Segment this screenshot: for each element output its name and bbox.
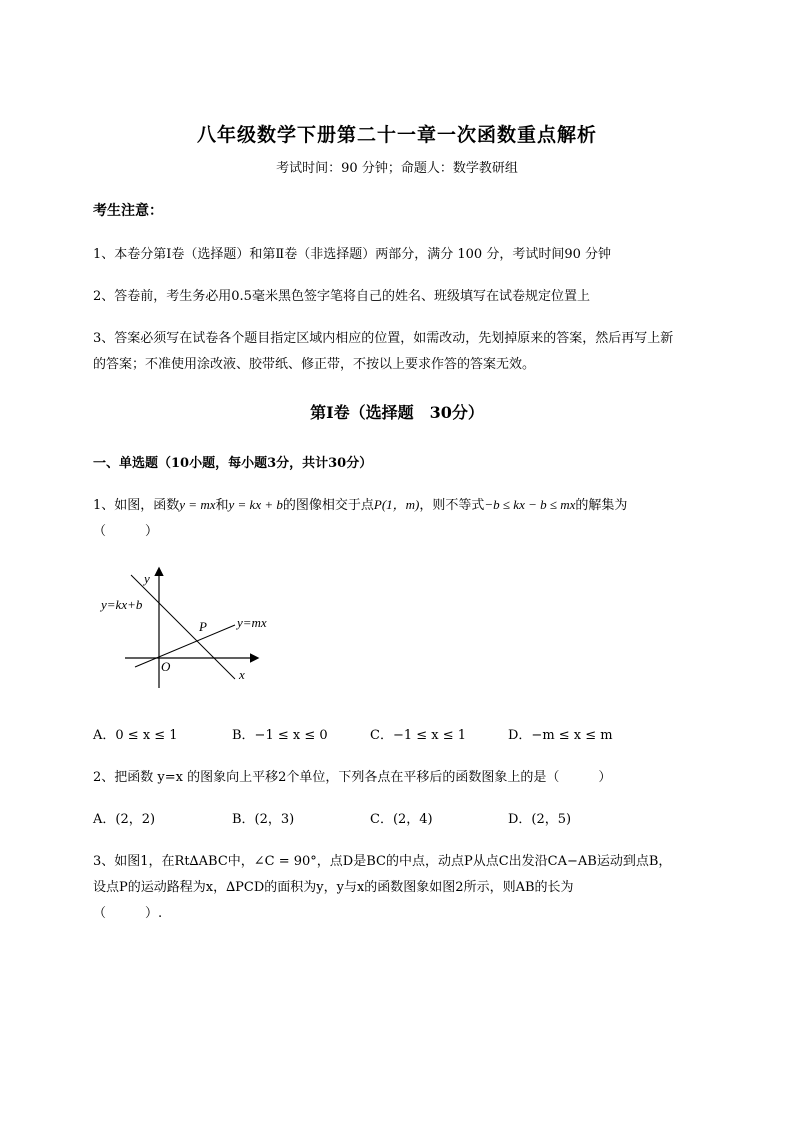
line-kx-plus-b — [131, 575, 235, 679]
q1-eq-1: y = mx — [179, 497, 216, 512]
origin-label: O — [161, 659, 171, 674]
notice-heading: 考生注意： — [93, 203, 163, 219]
q1-figure — [95, 563, 275, 691]
q1-option-c: C．−1 ≤ x ≤ 1 — [370, 728, 467, 743]
notice-item-2: 2、答卷前，考生务必用0.5毫米黑色签字笔将自己的姓名、班级填写在试卷规定位置上 — [93, 289, 590, 304]
notice-item-3-line1: 3、答案必须写在试卷各个题目指定区域内相应的位置，如需改动，先划掉原来的答案，然后再写上新 — [93, 331, 674, 346]
y-axis-label: y — [144, 571, 150, 586]
question-3-line-3: （ ）. — [93, 906, 163, 921]
line-mx-label: y=mx — [237, 615, 267, 630]
notice-item-3-line2: 的答案；不准使用涂改液、胶带纸、修正带，不按以上要求作答的答案无效。 — [93, 357, 536, 372]
q2-option-b: B．(2，3) — [232, 812, 295, 827]
page-title: 八年级数学下册第二十一章一次函数重点解析 — [196, 124, 597, 146]
q1-text-a: 1、如图，函数 — [93, 498, 180, 513]
q2-option-d: D．(2，5) — [508, 812, 572, 827]
q2-option-c: C．(2，4) — [370, 812, 433, 827]
exam-info: 考试时间：90 分钟；命题人：数学教研组 — [276, 161, 518, 176]
q1-inequality: −b ≤ kx − b ≤ mx — [484, 497, 576, 512]
question-2-text: 2、把函数 y=x 的图象向上平移2个单位，下列各点在平移后的函数图象上的是（ ） — [93, 770, 612, 785]
q1-text-b: 的图像相交于点 — [282, 498, 374, 513]
point-p-label: P — [199, 619, 207, 634]
q2-option-a: A．(2，2) — [93, 812, 156, 827]
q1-answer-blank: （ ） — [93, 524, 159, 539]
question-3-line-1: 3、如图1，在Rt∆ABC中，∠C = 90°，点D是BC的中点，动点P从点C出发沿CA−AB运动到点B， — [93, 854, 672, 869]
line-kx-plus-b-label: y=kx+b — [101, 597, 143, 612]
q1-text-c: ，则不等式 — [419, 498, 485, 513]
section-title: 第Ⅰ卷（选择题 30分） — [310, 403, 484, 422]
q1-option-a: A．0 ≤ x ≤ 1 — [93, 728, 178, 743]
part-heading: 一、单选题（10小题，每小题3分，共计30分） — [93, 456, 373, 471]
notice-item-1: 1、本卷分第Ⅰ卷（选择题）和第Ⅱ卷（非选择题）两部分，满分 100 分，考试时间90 分钟 — [93, 247, 611, 262]
q1-option-d: D．−m ≤ x ≤ m — [508, 728, 613, 743]
q1-point: P(1，m) — [373, 497, 420, 512]
q1-text-and: 和 — [215, 498, 229, 513]
q1-eq-2: y = kx + b — [228, 497, 283, 512]
q1-option-b: B．−1 ≤ x ≤ 0 — [232, 728, 328, 743]
question-1-text — [93, 494, 627, 513]
q1-text-d: 的解集为 — [575, 498, 628, 513]
question-3-line-2: 设点P的运动路程为x，∆PCD的面积为y，y与x的函数图象如图2所示，则AB的长为 — [93, 880, 574, 895]
x-axis-label: x — [239, 667, 245, 682]
line-mx — [135, 625, 235, 667]
